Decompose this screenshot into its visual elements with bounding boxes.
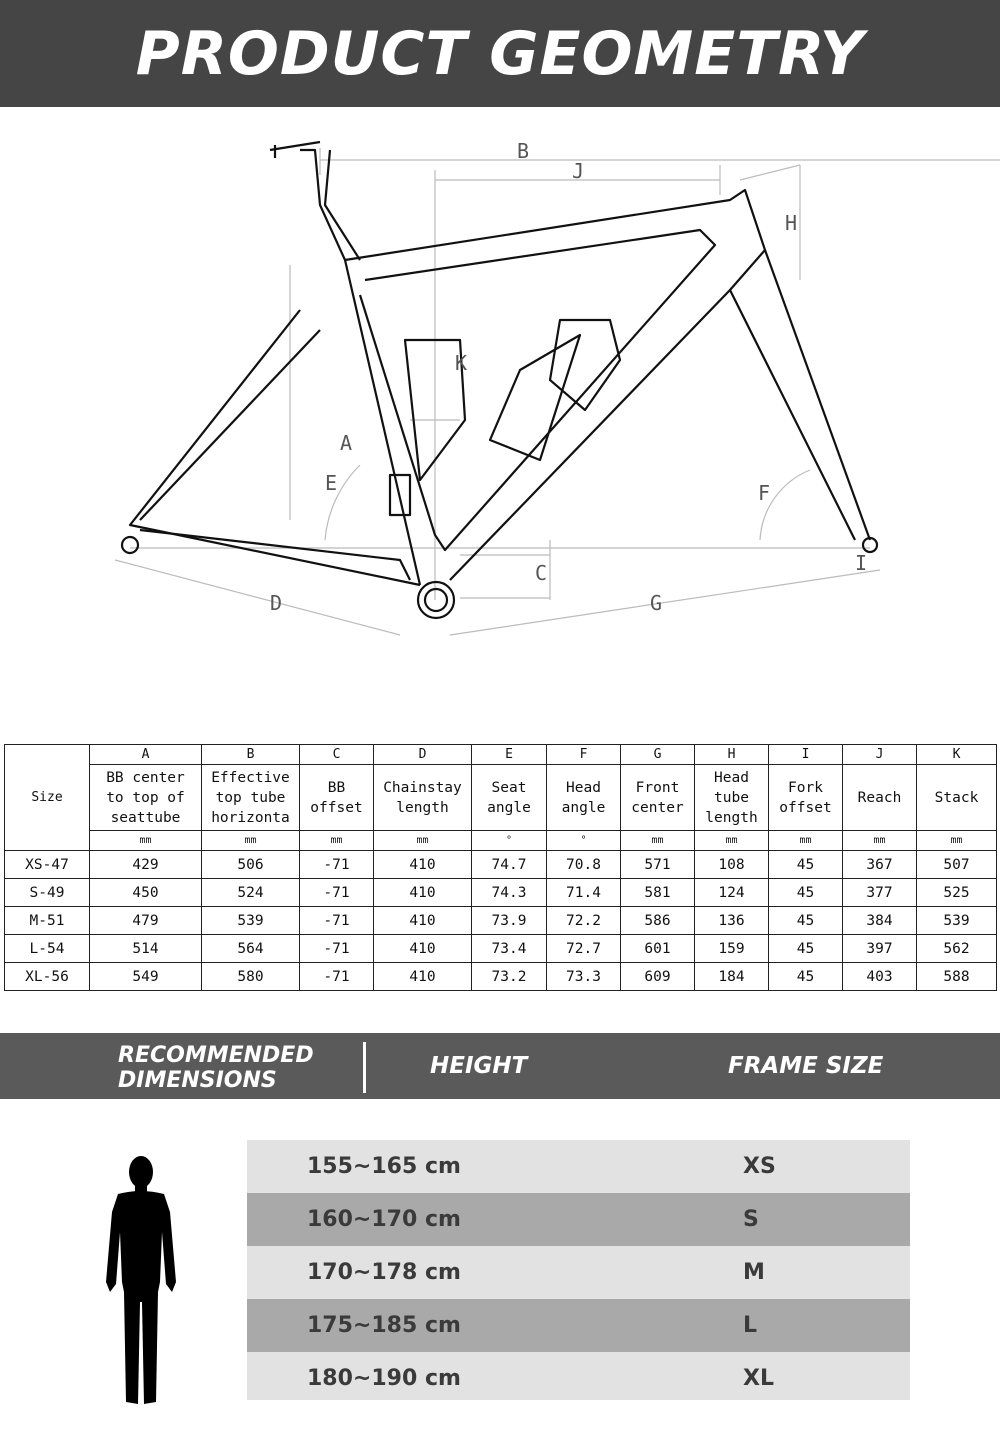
col-label: Fork offset xyxy=(769,765,843,831)
col-unit: mm xyxy=(621,831,695,851)
col-label: Head tube length xyxy=(695,765,769,831)
table-row: XL-56 549 580 -71 410 73.2 73.3 609 184 45 403 588 xyxy=(5,963,997,991)
size-row xyxy=(247,1352,910,1400)
size-row xyxy=(247,1140,910,1193)
svg-text:A: A xyxy=(340,431,353,455)
geometry-table xyxy=(4,744,997,991)
col-unit: mm xyxy=(769,831,843,851)
page-title: PRODUCT GEOMETRY xyxy=(135,18,865,89)
height-value: 160~170 cm xyxy=(307,1207,461,1232)
human-silhouette-icon xyxy=(100,1152,182,1410)
col-label: Reach xyxy=(843,765,917,831)
size-header: Size xyxy=(5,745,90,851)
svg-text:G: G xyxy=(650,591,663,615)
col-label: Stack xyxy=(917,765,997,831)
frame-size-header: FRAME SIZE xyxy=(728,1053,884,1079)
svg-text:H: H xyxy=(785,211,798,235)
frame-value: L xyxy=(743,1313,758,1338)
col-letter: B xyxy=(202,745,300,765)
col-unit: ° xyxy=(547,831,621,851)
frame-value: XS xyxy=(743,1154,776,1179)
col-unit: mm xyxy=(300,831,374,851)
row-size: L-54 xyxy=(5,935,90,963)
col-letter: K xyxy=(917,745,997,765)
header-bar xyxy=(0,0,1000,107)
height-header: HEIGHT xyxy=(430,1053,528,1079)
col-label: Seat angle xyxy=(472,765,547,831)
frame-geometry-diagram xyxy=(0,120,1000,660)
svg-text:B: B xyxy=(517,139,530,163)
col-unit: mm xyxy=(917,831,997,851)
row-size: XS-47 xyxy=(5,851,90,879)
height-value: 155~165 cm xyxy=(307,1154,461,1179)
divider xyxy=(363,1042,366,1093)
svg-text:E: E xyxy=(325,471,338,495)
col-letter: F xyxy=(547,745,621,765)
height-value: 170~178 cm xyxy=(307,1260,461,1285)
table-row: XS-47 429 506 -71 410 74.7 70.8 571 108 45 367 507 xyxy=(5,851,997,879)
col-unit: ° xyxy=(472,831,547,851)
col-label: BB offset xyxy=(300,765,374,831)
frame-value: M xyxy=(743,1260,765,1285)
svg-text:C: C xyxy=(535,561,548,585)
col-label: Head angle xyxy=(547,765,621,831)
col-unit: mm xyxy=(374,831,472,851)
height-value: 175~185 cm xyxy=(307,1313,461,1338)
svg-text:J: J xyxy=(572,159,585,183)
col-letter: C xyxy=(300,745,374,765)
svg-text:K: K xyxy=(455,351,468,375)
col-unit: mm xyxy=(695,831,769,851)
col-label: Effective top tube horizonta xyxy=(202,765,300,831)
recommended-dimensions-bar xyxy=(0,1033,1000,1099)
frame-value: S xyxy=(743,1207,759,1232)
col-letter: I xyxy=(769,745,843,765)
col-letter: D xyxy=(374,745,472,765)
recommended-title: RECOMMENDED DIMENSIONS xyxy=(118,1043,314,1093)
size-row xyxy=(247,1299,910,1352)
table-row: M-51 479 539 -71 410 73.9 72.2 586 136 45 384 539 xyxy=(5,907,997,935)
col-unit: mm xyxy=(202,831,300,851)
col-letter: H xyxy=(695,745,769,765)
col-label: Front center xyxy=(621,765,695,831)
col-label: Chainstay length xyxy=(374,765,472,831)
col-letter: G xyxy=(621,745,695,765)
table-row: L-54 514 564 -71 410 73.4 72.7 601 159 45 397 562 xyxy=(5,935,997,963)
size-row xyxy=(247,1193,910,1246)
table-row: S-49 450 524 -71 410 74.3 71.4 581 124 45 377 525 xyxy=(5,879,997,907)
svg-text:D: D xyxy=(270,591,283,615)
col-unit: mm xyxy=(90,831,202,851)
col-label: BB center to top of seattube xyxy=(90,765,202,831)
size-row xyxy=(247,1246,910,1299)
col-letter: A xyxy=(90,745,202,765)
frame-value: XL xyxy=(743,1366,774,1391)
svg-text:I: I xyxy=(855,551,868,575)
row-size: S-49 xyxy=(5,879,90,907)
row-size: XL-56 xyxy=(5,963,90,991)
col-letter: E xyxy=(472,745,547,765)
col-letter: J xyxy=(843,745,917,765)
row-size: M-51 xyxy=(5,907,90,935)
height-value: 180~190 cm xyxy=(307,1366,461,1391)
svg-text:F: F xyxy=(758,481,771,505)
col-unit: mm xyxy=(843,831,917,851)
